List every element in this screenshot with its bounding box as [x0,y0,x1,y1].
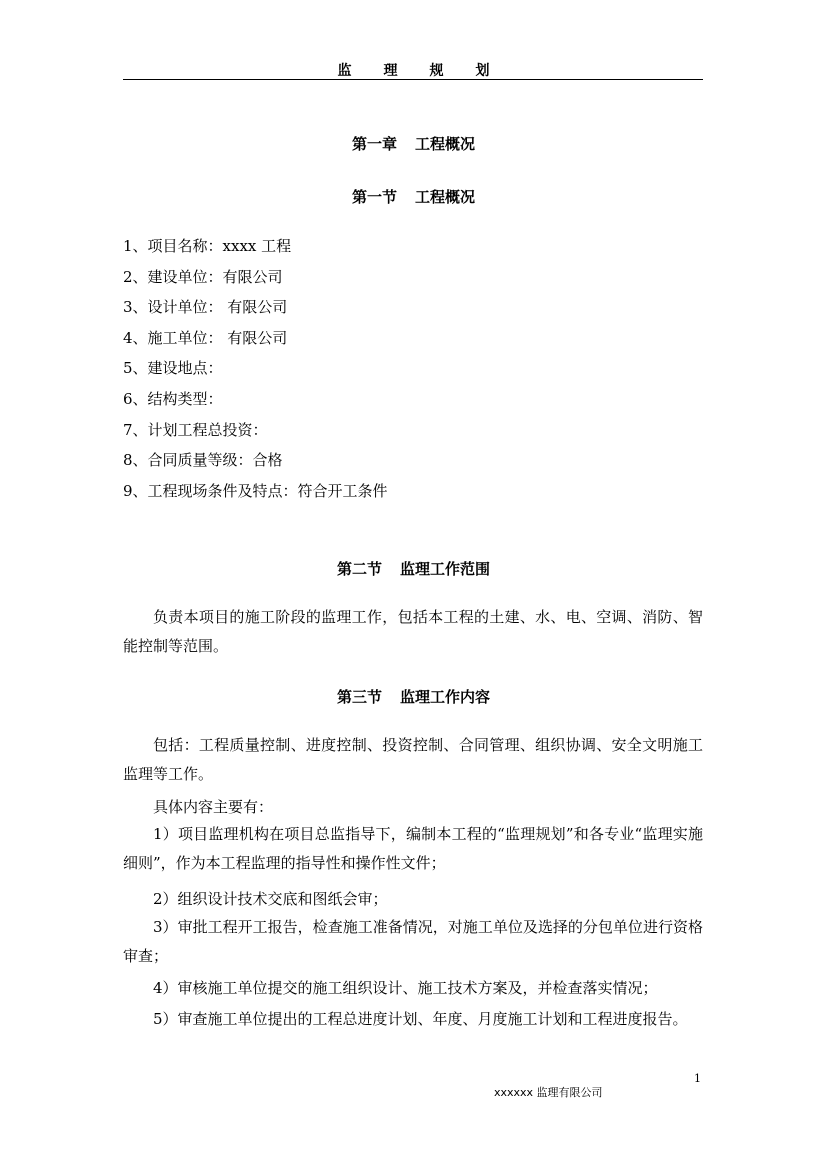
project-info-item: 6、结构类型： [123,390,223,408]
scope-paragraph: 负责本项目的施工阶段的监理工作，包括本工程的土建、水、电、空调、消防、智能控制等范围。 [123,608,703,655]
project-info-item: 8、合同质量等级：合格 [123,451,283,469]
project-info-item: 1、项目名称：xxxx 工程 [123,237,292,255]
chapter-number: 第一章 [351,135,397,153]
section-1-number: 第一节 [351,188,397,206]
page-number: 1 [694,1072,701,1085]
project-info-item: 4、施工单位： 有限公司 [123,329,288,347]
project-info-item: 7、计划工程总投资： [123,421,268,439]
project-info-item: 5、建设地点： [123,359,223,377]
section-2-number: 第二节 [336,560,382,578]
content-list-item: 3）审批工程开工报告，检查施工准备情况，对施工单位及选择的分包单位进行资格审查； [123,918,703,965]
section-3-number: 第三节 [336,688,382,706]
section-3-heading [0,686,827,707]
section-2-title: 监理工作范围 [400,560,491,578]
content-list-item: 1）项目监理机构在项目总监指导下，编制本工程的“监理规划”和各专业“监理实施细则”，作为本工程监理的指导性和操作性文件； [123,825,703,872]
chapter-title: 工程概况 [415,135,476,153]
project-info-item: 3、设计单位： 有限公司 [123,298,288,316]
footer-company: xxxxxx 监理有限公司 [494,1086,603,1099]
content-lead-line: 具体内容主要有： [153,798,274,816]
content-list-item: 2）组织设计技术交底和图纸会审； [153,890,388,908]
project-info-item: 2、建设单位：有限公司 [123,268,283,286]
section-2-heading [0,558,827,579]
section-1-title: 工程概况 [415,188,476,206]
header-divider [123,79,703,80]
project-info-item: 9、工程现场条件及特点：符合开工条件 [123,482,388,500]
content-list-item: 5）审查施工单位提出的工程总进度计划、年度、月度施工计划和工程进度报告。 [153,1010,688,1028]
chapter-heading [0,133,827,154]
content-intro-paragraph: 包括：工程质量控制、进度控制、投资控制、合同管理、组织协调、安全文明施工监理等工作。 [123,736,703,783]
running-header-title: 监理规划 [337,63,522,79]
content-list-item: 4）审核施工单位提交的施工组织设计、施工技术方案及，并检查落实情况； [153,979,658,997]
section-3-title: 监理工作内容 [400,688,491,706]
section-1-heading [0,186,827,207]
